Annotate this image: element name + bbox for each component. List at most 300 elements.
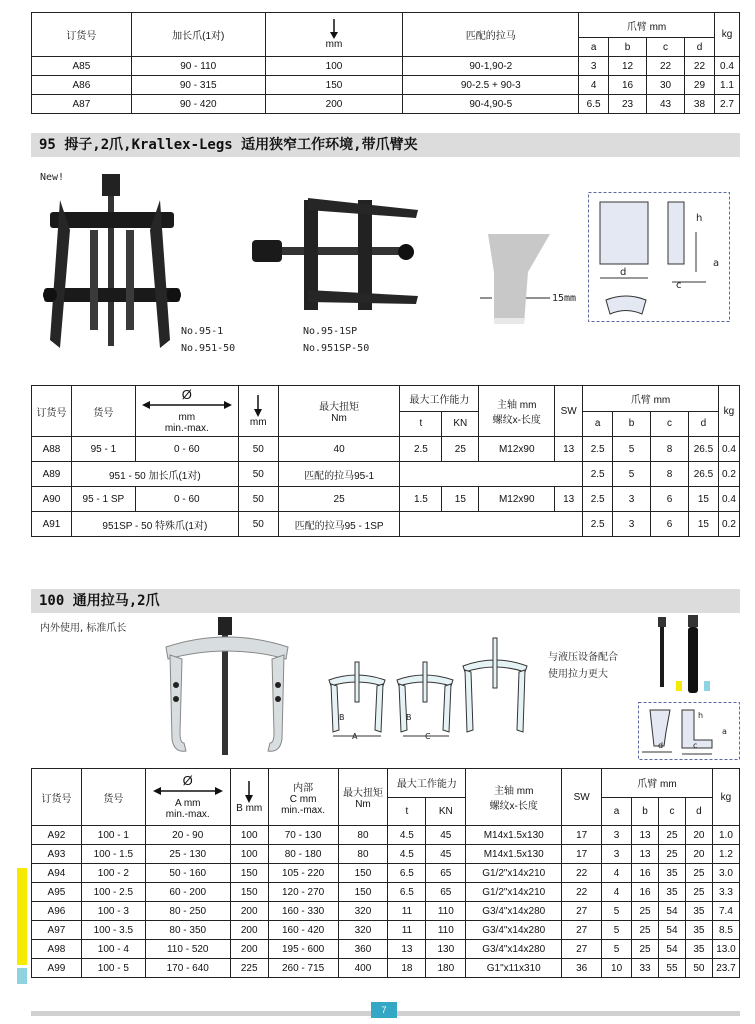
cell: 0.2 <box>718 512 739 537</box>
cell: 13 <box>555 487 583 512</box>
cell: 25 <box>685 864 712 883</box>
cell: 45 <box>426 826 466 845</box>
cell: 25 <box>632 940 659 959</box>
cell: 6 <box>651 487 689 512</box>
cell: 100 - 2.5 <box>81 883 145 902</box>
cell: 0.2 <box>718 462 739 487</box>
puller-100-dimension-diagram <box>323 632 533 744</box>
cell: 7.4 <box>712 902 739 921</box>
cell: 90 - 315 <box>131 76 265 95</box>
cell: 26.5 <box>688 462 718 487</box>
cell: 2.5 <box>583 487 613 512</box>
cell: 100 <box>230 845 268 864</box>
cell: 43 <box>647 95 685 114</box>
cell: A92 <box>32 826 82 845</box>
cell: A90 <box>32 487 72 512</box>
cell: 80 <box>338 826 388 845</box>
cell: 6 <box>651 512 689 537</box>
cell: 150 <box>230 883 268 902</box>
cell: 2.5 <box>583 512 613 537</box>
header-order-no: 订货号 <box>32 386 72 437</box>
diag-b-label-2: B <box>406 713 412 722</box>
extension-jaw-table <box>31 12 740 114</box>
cell: 5 <box>602 921 632 940</box>
arm-col-b: b <box>609 38 647 57</box>
cell: 2.5 <box>583 437 613 462</box>
cell: 0 - 60 <box>135 487 238 512</box>
header-t: t <box>388 797 426 826</box>
cell: M14x1.5x130 <box>466 845 562 864</box>
cell: 23 <box>609 95 647 114</box>
down-arrow-icon <box>244 781 254 803</box>
cell: G3/4"x14x280 <box>466 921 562 940</box>
cell: 35 <box>659 883 686 902</box>
cell: 40 <box>278 437 400 462</box>
a-unit: A mm <box>174 798 201 809</box>
cell: 130 <box>426 940 466 959</box>
hydraulic-note-1: 与液压设备配合 <box>548 652 618 663</box>
header-t: t <box>400 411 442 437</box>
cell: 120 - 270 <box>268 883 338 902</box>
diameter-symbol: Ø <box>182 773 193 788</box>
cell: A91 <box>32 512 72 537</box>
cell: 200 <box>230 940 268 959</box>
cell: 90 - 110 <box>131 57 265 76</box>
cell: 90-2.5 + 90-3 <box>403 76 579 95</box>
cell: 80 - 350 <box>145 921 230 940</box>
cell: 150 <box>230 864 268 883</box>
table-row <box>32 76 740 95</box>
cell: 22 <box>562 864 602 883</box>
cell: 22 <box>562 883 602 902</box>
cell: 320 <box>338 902 388 921</box>
model-951-50: No.951-50 <box>181 343 236 354</box>
model-951sp-50: No.951SP-50 <box>303 343 370 354</box>
puller-95-1-image <box>30 170 190 355</box>
header-kg: kg <box>718 386 739 437</box>
cell: 8 <box>651 437 689 462</box>
cell: 18 <box>388 959 426 978</box>
cell: 13 <box>632 845 659 864</box>
double-arrow-icon <box>153 787 223 795</box>
arm-col-c: c <box>651 411 689 437</box>
diag95-c: c <box>676 280 682 291</box>
cell: 105 - 220 <box>268 864 338 883</box>
cell: 80 - 250 <box>145 902 230 921</box>
cell: 2.5 <box>583 462 613 487</box>
cell: 200 <box>230 921 268 940</box>
cell: 3 <box>579 57 609 76</box>
cell: 35 <box>685 902 712 921</box>
cell: 100 - 2 <box>81 864 145 883</box>
cell: 2.7 <box>714 95 739 114</box>
cell: 35 <box>659 864 686 883</box>
cell: 50 <box>238 437 278 462</box>
cell: 4.5 <box>388 845 426 864</box>
cell: 36 <box>562 959 602 978</box>
cell: 8 <box>651 462 689 487</box>
cell: G3/4"x14x280 <box>466 940 562 959</box>
cell: 15 <box>688 512 718 537</box>
cell: 0 - 60 <box>135 437 238 462</box>
table-row <box>32 883 740 902</box>
header-item-no: 货号 <box>71 386 135 437</box>
cell: 110 <box>426 902 466 921</box>
header-spindle: 主轴 mm 螺纹x-长度 <box>466 769 562 826</box>
header-jaw-arm: 爪臂 mm <box>602 769 713 798</box>
cell: 260 - 715 <box>268 959 338 978</box>
cell: 13 <box>555 437 583 462</box>
header-kn: KN <box>426 797 466 826</box>
cell: 50 <box>238 487 278 512</box>
cell: G1"x11x310 <box>466 959 562 978</box>
cell: 95 - 1 SP <box>71 487 135 512</box>
jaw-tip-image <box>480 228 560 328</box>
header-kn: KN <box>442 411 479 437</box>
cell: 110 - 520 <box>145 940 230 959</box>
arm-col-c: c <box>659 797 686 826</box>
cell: 13 <box>388 940 426 959</box>
cell: 360 <box>338 940 388 959</box>
cell: 50 <box>685 959 712 978</box>
cell: 10 <box>602 959 632 978</box>
cell: 5 <box>602 940 632 959</box>
cell: 951SP - 50 特殊爪(1对) <box>71 512 238 537</box>
diag95-a: a <box>713 258 720 269</box>
puller-95-table <box>31 385 740 537</box>
header-jaw-arm: 爪臂 mm <box>583 386 719 412</box>
diameter-symbol: Ø <box>181 387 192 402</box>
cell: 22 <box>647 57 685 76</box>
header-kg: kg <box>714 13 739 57</box>
cell: 100 - 4 <box>81 940 145 959</box>
cell: 16 <box>609 76 647 95</box>
header-mm: mm <box>265 13 403 57</box>
cell: A93 <box>32 845 82 864</box>
cell: 20 <box>685 845 712 864</box>
cell: 27 <box>562 940 602 959</box>
cell: 160 - 420 <box>268 921 338 940</box>
cell: 65 <box>426 864 466 883</box>
page-number: 7 <box>371 1002 397 1018</box>
cell: 54 <box>659 940 686 959</box>
cell: 3 <box>602 826 632 845</box>
jaw-dimension-diagram <box>588 192 730 322</box>
cell: 160 - 330 <box>268 902 338 921</box>
cell: A99 <box>32 959 82 978</box>
cell: 22 <box>685 57 715 76</box>
cell: 27 <box>562 902 602 921</box>
cell: A88 <box>32 437 72 462</box>
cell: 26.5 <box>688 437 718 462</box>
cell: 25 <box>442 437 479 462</box>
cell: 110 <box>426 921 466 940</box>
puller-100-table-body <box>32 826 740 978</box>
diag100-c: c <box>693 741 698 750</box>
highlight-marker-cyan <box>17 968 27 984</box>
cell: 16 <box>632 864 659 883</box>
cell: 25 <box>659 845 686 864</box>
cell: 1.2 <box>712 845 739 864</box>
cell: 3.0 <box>712 864 739 883</box>
cell <box>400 462 583 487</box>
header-diameter <box>135 386 238 437</box>
cell: A97 <box>32 921 82 940</box>
cell: 80 - 180 <box>268 845 338 864</box>
diag100-d: d <box>658 741 664 750</box>
cell: 50 - 160 <box>145 864 230 883</box>
new-label: New! <box>40 172 65 183</box>
model-95-1: No.95-1 <box>181 326 224 337</box>
cell: 200 <box>230 902 268 921</box>
arm-col-d: d <box>688 411 718 437</box>
header-kg: kg <box>712 769 739 826</box>
cell: 0.4 <box>718 437 739 462</box>
cell: 90-4,90-5 <box>403 95 579 114</box>
header-matching: 匹配的拉马 <box>403 13 579 57</box>
cell: 95 - 1 <box>71 437 135 462</box>
cell: 100 - 3 <box>81 902 145 921</box>
diameter-range: min.-max. <box>164 423 209 434</box>
cell: 12 <box>609 57 647 76</box>
cell: 54 <box>659 921 686 940</box>
cell: A94 <box>32 864 82 883</box>
header-max-work: 最大工作能力 <box>388 769 466 798</box>
cell: 35 <box>685 921 712 940</box>
arm-col-d: d <box>685 38 715 57</box>
down-arrow-icon <box>253 395 263 417</box>
cell: 15 <box>688 487 718 512</box>
cell: A96 <box>32 902 82 921</box>
cell: 33 <box>632 959 659 978</box>
cell: 13 <box>632 826 659 845</box>
cell: 3 <box>613 487 651 512</box>
diag95-h: h <box>696 213 703 224</box>
header-order-no: 订货号 <box>32 13 132 57</box>
header-inner-c: 内部 C mm min.-max. <box>268 769 338 826</box>
cell: 4 <box>602 883 632 902</box>
cell: 320 <box>338 921 388 940</box>
cell: A87 <box>32 95 132 114</box>
cell: 38 <box>685 95 715 114</box>
cell: 13.0 <box>712 940 739 959</box>
cell: 5 <box>613 462 651 487</box>
cell: A95 <box>32 883 82 902</box>
cell: 100 - 1 <box>81 826 145 845</box>
cell: G3/4"x14x280 <box>466 902 562 921</box>
cell: 225 <box>230 959 268 978</box>
table-row <box>32 487 740 512</box>
cell: 200 <box>265 95 403 114</box>
arm-col-b: b <box>632 797 659 826</box>
cell: 29 <box>685 76 715 95</box>
arm-col-a: a <box>579 38 609 57</box>
cell: 90-1,90-2 <box>403 57 579 76</box>
section-100-subtitle: 内外使用, 标准爪长 <box>40 623 127 634</box>
cell: 0.4 <box>718 487 739 512</box>
puller-100-image <box>162 615 292 760</box>
cell: 195 - 600 <box>268 940 338 959</box>
arm-col-c: c <box>647 38 685 57</box>
cell: 1.5 <box>400 487 442 512</box>
cell: G1/2"x14x210 <box>466 883 562 902</box>
cell: M12x90 <box>479 437 555 462</box>
cell: 8.5 <box>712 921 739 940</box>
table-row <box>32 902 740 921</box>
cell: 17 <box>562 845 602 864</box>
puller-100-table <box>31 768 740 978</box>
cell: 6.5 <box>388 864 426 883</box>
cell: 80 <box>338 845 388 864</box>
cell: 11 <box>388 921 426 940</box>
cell: 20 - 90 <box>145 826 230 845</box>
diag-a-label: A <box>352 732 358 741</box>
cell: 400 <box>338 959 388 978</box>
cell: 55 <box>659 959 686 978</box>
header-ext-jaw: 加长爪(1对) <box>131 13 265 57</box>
cell: 25 <box>632 921 659 940</box>
cell: 3 <box>602 845 632 864</box>
cell: 35 <box>685 940 712 959</box>
cell: 17 <box>562 826 602 845</box>
header-max-torque: 最大扭矩 Nm <box>278 386 400 437</box>
cell: 30 <box>647 76 685 95</box>
header-order-no: 订货号 <box>32 769 82 826</box>
double-arrow-icon <box>142 401 232 409</box>
cell: 170 - 640 <box>145 959 230 978</box>
cell: 4 <box>579 76 609 95</box>
cell: 100 <box>230 826 268 845</box>
highlight-marker-yellow <box>17 868 27 965</box>
table-row <box>32 462 740 487</box>
cell: 70 - 130 <box>268 826 338 845</box>
diag100-a: a <box>722 727 727 736</box>
cell: 25 <box>632 902 659 921</box>
dim-15mm: 15mm <box>552 293 577 304</box>
cell: 60 - 200 <box>145 883 230 902</box>
cell: 5 <box>602 902 632 921</box>
header-mm: mm <box>238 386 278 437</box>
arm-col-a: a <box>583 411 613 437</box>
cell: 25 <box>659 826 686 845</box>
cell: 6.5 <box>579 95 609 114</box>
arm-col-d: d <box>685 797 712 826</box>
puller-95-1sp-image <box>248 180 423 315</box>
cell: 150 <box>338 883 388 902</box>
cell: 150 <box>265 76 403 95</box>
diameter-unit: mm <box>178 412 196 423</box>
a-range: min.-max. <box>165 809 210 820</box>
cell: 25 <box>685 883 712 902</box>
cell: 20 <box>685 826 712 845</box>
cell: A86 <box>32 76 132 95</box>
arm-col-b: b <box>613 411 651 437</box>
cell: 匹配的拉马95-1 <box>278 462 400 487</box>
cell: 45 <box>426 845 466 864</box>
header-a-range <box>145 769 230 826</box>
header-sw: SW <box>562 769 602 826</box>
table-row <box>32 940 740 959</box>
cell: 6.5 <box>388 883 426 902</box>
header-item-no: 货号 <box>81 769 145 826</box>
table-row <box>32 959 740 978</box>
table-row <box>32 57 740 76</box>
cell: M14x1.5x130 <box>466 826 562 845</box>
cell: 23.7 <box>712 959 739 978</box>
header-spindle: 主轴 mm 螺纹x-长度 <box>479 386 555 437</box>
table-row <box>32 864 740 883</box>
header-max-torque: 最大扭矩 Nm <box>338 769 388 826</box>
diag95-d: d <box>620 267 627 278</box>
cell: 150 <box>338 864 388 883</box>
header-jaw-arm: 爪臂 mm <box>579 13 715 38</box>
cell: 3 <box>613 512 651 537</box>
cell: 11 <box>388 902 426 921</box>
cell: 15 <box>442 487 479 512</box>
cell: 50 <box>238 462 278 487</box>
table-row <box>32 437 740 462</box>
cell: 100 - 3.5 <box>81 921 145 940</box>
cell: 90 - 420 <box>131 95 265 114</box>
table-row <box>32 921 740 940</box>
cell: 65 <box>426 883 466 902</box>
cell: 100 <box>265 57 403 76</box>
hydraulic-spindle-image <box>648 613 718 698</box>
cell: G1/2"x14x210 <box>466 864 562 883</box>
cell: 3.3 <box>712 883 739 902</box>
cell: 951 - 50 加长爪(1对) <box>71 462 238 487</box>
hydraulic-note-2: 使用拉力更大 <box>548 669 608 680</box>
cell: 4.5 <box>388 826 426 845</box>
diag100-h: h <box>698 711 704 720</box>
diag-c-label: C <box>425 732 431 741</box>
cell: 2.5 <box>400 437 442 462</box>
cell: 100 - 5 <box>81 959 145 978</box>
header-max-work: 最大工作能力 <box>400 386 479 412</box>
table-row <box>32 845 740 864</box>
model-95-1sp: No.95-1SP <box>303 326 358 337</box>
cell: 1.1 <box>714 76 739 95</box>
header-b-mm: B mm <box>230 769 268 826</box>
section-95-title: 95 拇子,2爪,Krallex-Legs 适用狭窄工作环境,带爪臂夹 <box>31 133 740 157</box>
cell: 25 - 130 <box>145 845 230 864</box>
cell: 27 <box>562 921 602 940</box>
cell: 4 <box>602 864 632 883</box>
cell: 16 <box>632 883 659 902</box>
cell: M12x90 <box>479 487 555 512</box>
section-100-title: 100 通用拉马,2爪 <box>31 589 740 613</box>
arm-col-a: a <box>602 797 632 826</box>
cell <box>400 512 583 537</box>
header-sw: SW <box>555 386 583 437</box>
cell: 100 - 1.5 <box>81 845 145 864</box>
diag-b-label-1: B <box>339 713 345 722</box>
cell: 1.0 <box>712 826 739 845</box>
table-row <box>32 512 740 537</box>
cell: 50 <box>238 512 278 537</box>
cell: 匹配的拉马95 - 1SP <box>278 512 400 537</box>
table-row <box>32 95 740 114</box>
cell: A98 <box>32 940 82 959</box>
cell: 25 <box>278 487 400 512</box>
cell: 54 <box>659 902 686 921</box>
down-arrow-icon <box>329 19 339 39</box>
cell: 180 <box>426 959 466 978</box>
table-row <box>32 826 740 845</box>
cell: A89 <box>32 462 72 487</box>
cell: 0.4 <box>714 57 739 76</box>
cell: 5 <box>613 437 651 462</box>
